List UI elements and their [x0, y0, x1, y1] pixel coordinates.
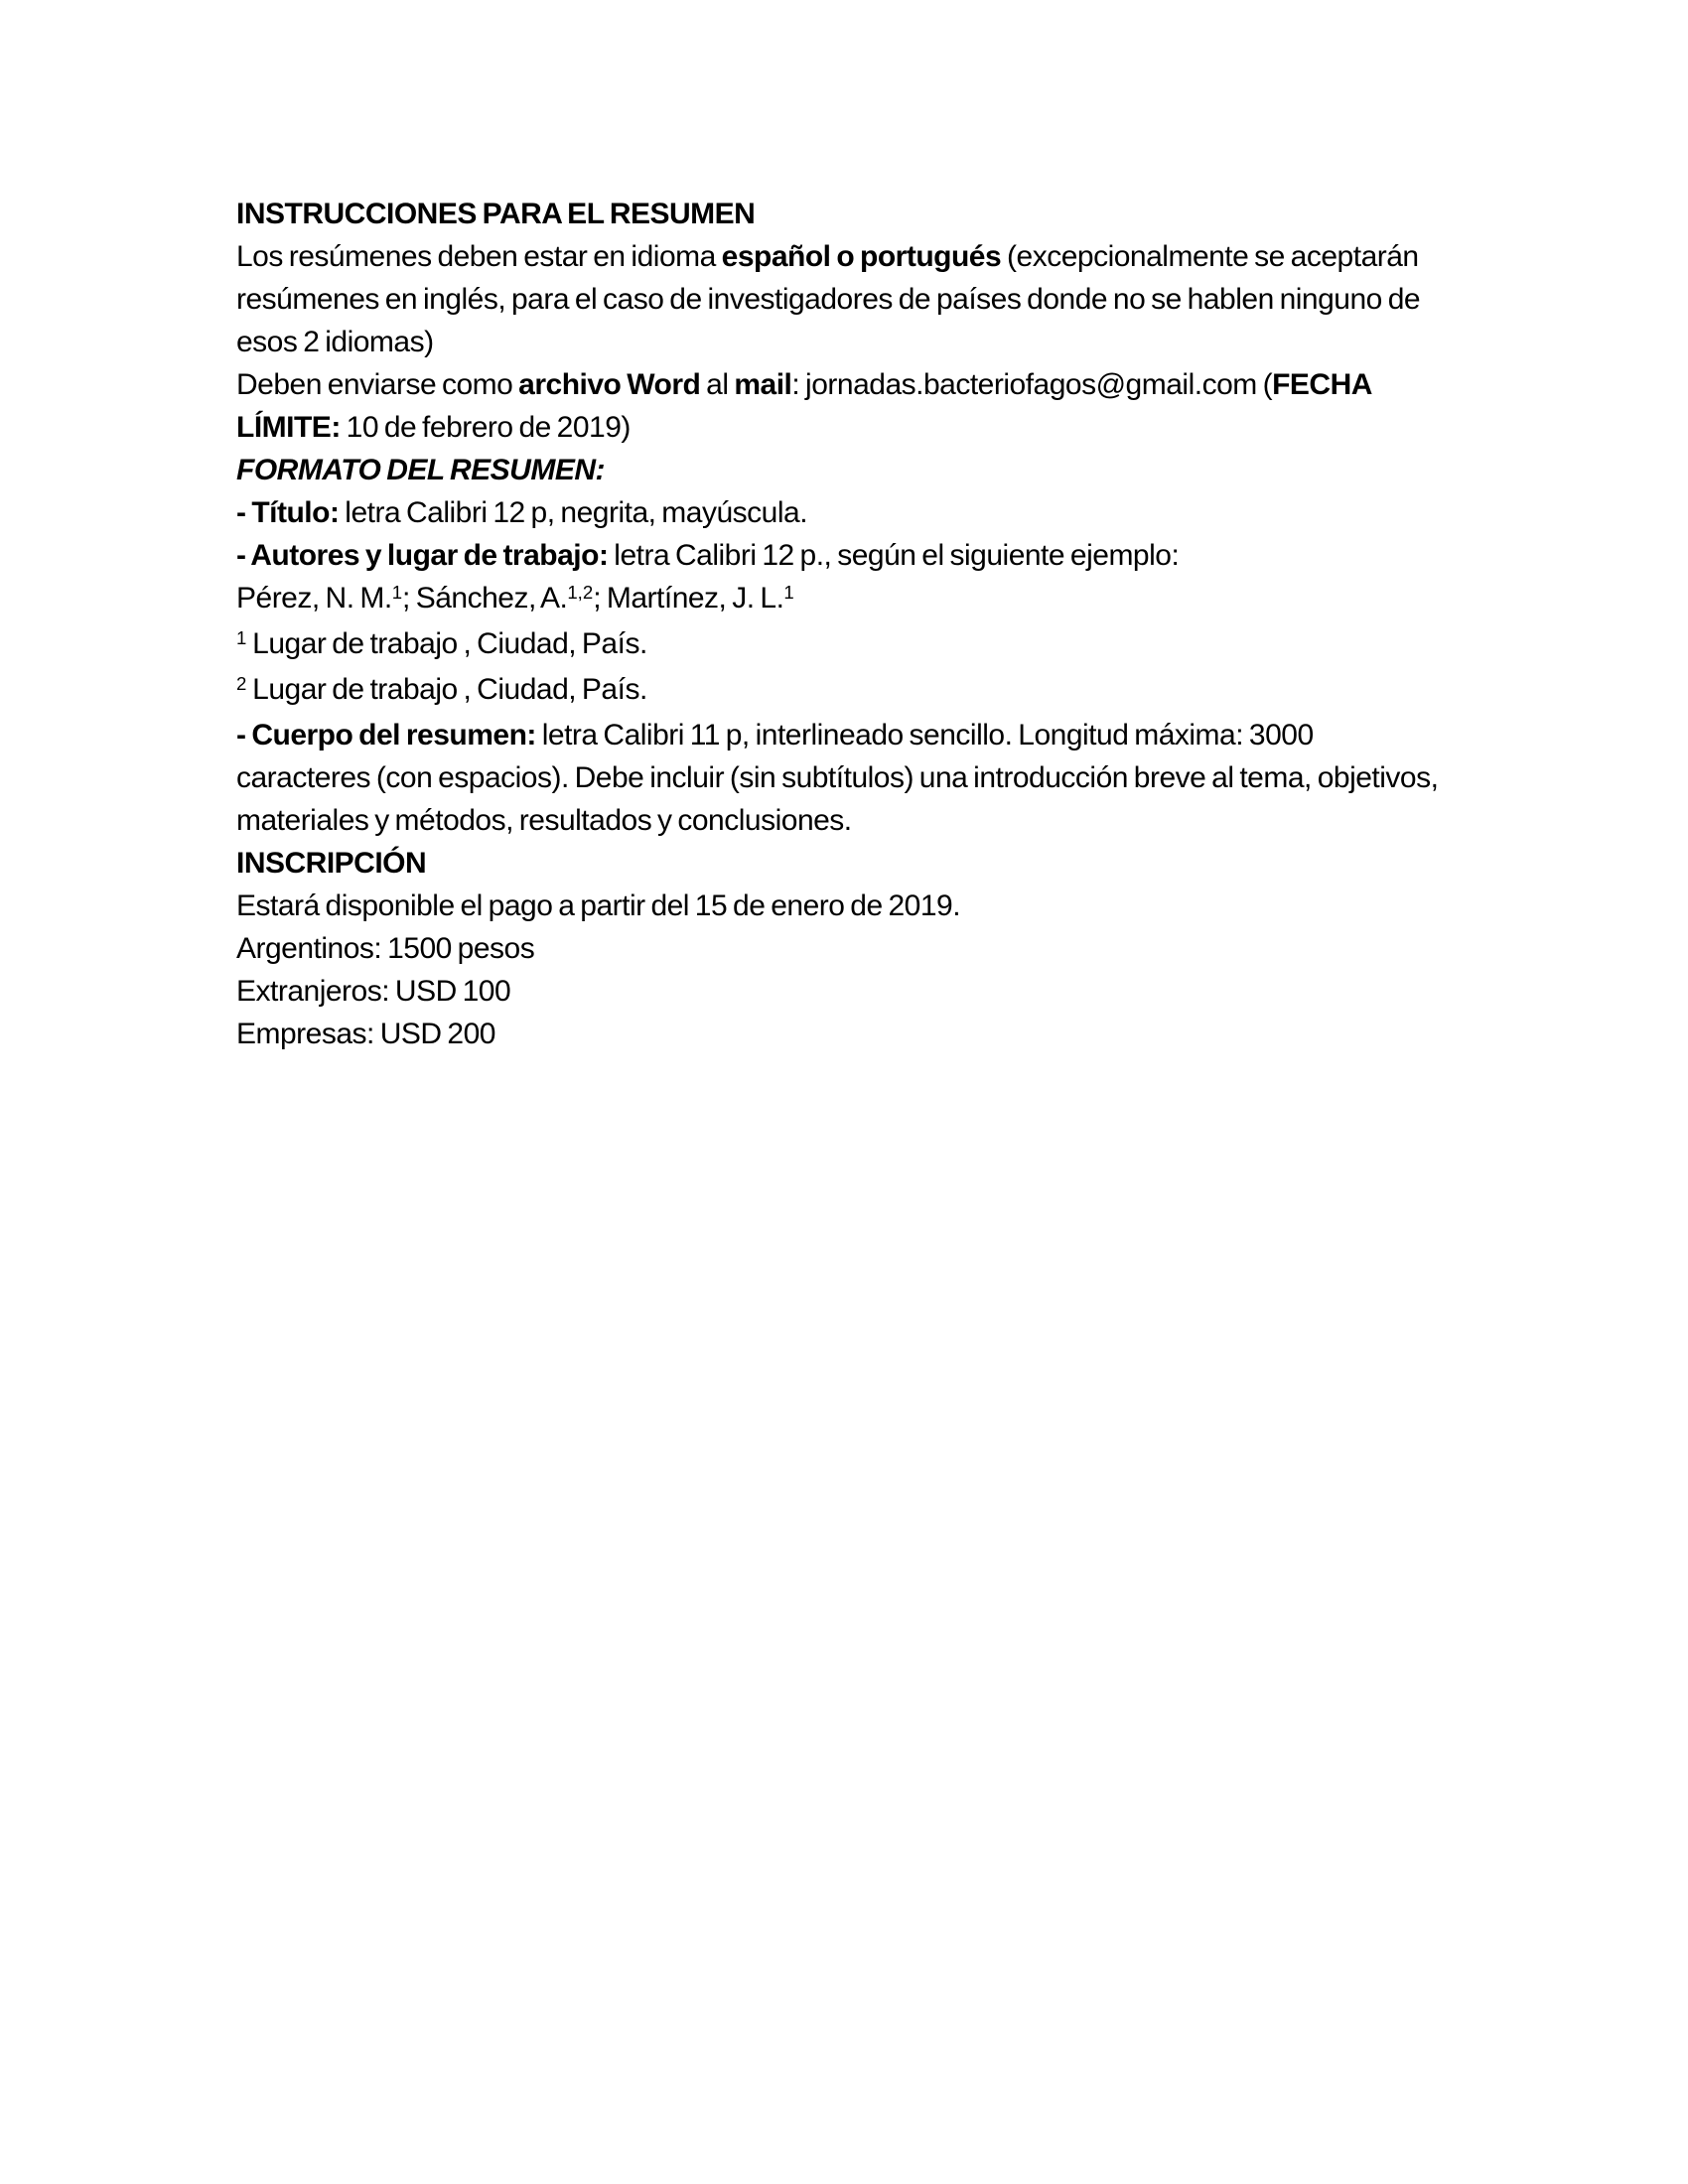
text-run: Empresas: USD 200 — [236, 1018, 495, 1050]
text-run: Pérez, N. M. — [236, 582, 392, 614]
para-envio — [236, 363, 1453, 449]
text-run: al — [700, 368, 735, 401]
document-content — [236, 193, 1453, 1055]
heading-formato — [236, 449, 1453, 491]
para-cuerpo — [236, 714, 1453, 842]
text-run: INSCRIPCIÓN — [236, 847, 427, 880]
text-run: Lugar de trabajo , Ciudad, País. — [246, 627, 647, 660]
para-ejemplo-autores — [236, 577, 1453, 622]
para-empresas — [236, 1013, 1453, 1055]
superscript-run: 1,2 — [567, 581, 594, 603]
text-run: mail — [734, 368, 792, 401]
superscript-run: 2 — [236, 672, 247, 694]
text-run: Los resúmenes deben estar en idioma — [236, 240, 722, 273]
para-titulo — [236, 491, 1453, 534]
text-run: - Cuerpo del resumen: — [236, 719, 536, 751]
text-run: - Título: — [236, 496, 340, 529]
para-lugar-2 — [236, 668, 1453, 714]
text-run: Lugar de trabajo , Ciudad, País. — [246, 673, 647, 706]
para-argentinos — [236, 927, 1453, 970]
superscript-run: 1 — [236, 626, 247, 648]
text-run: Deben enviarse como — [236, 368, 519, 401]
heading-inscripcion — [236, 842, 1453, 885]
text-run: 10 de febrero de 2019) — [340, 411, 631, 444]
text-run: (excepcionalmente se aceptarán resúmenes en inglés, para el caso de investigadores de países donde no se hablen ninguno de esos 2 idiomas) — [236, 240, 1421, 358]
para-pago — [236, 885, 1453, 927]
text-run: Extranjeros: USD 100 — [236, 975, 511, 1008]
text-run: Argentinos: 1500 pesos — [236, 932, 535, 965]
heading-instrucciones — [236, 193, 1453, 235]
text-run: ; Martínez, J. L. — [593, 582, 784, 614]
text-run: español o portugués — [721, 240, 1002, 273]
text-run: letra Calibri 12 p., según el siguiente ejemplo: — [608, 539, 1180, 572]
text-run: letra Calibri 12 p, negrita, mayúscula. — [339, 496, 808, 529]
para-autores — [236, 534, 1453, 577]
text-run: FECHA LÍMITE: — [236, 368, 1371, 444]
text-run: letra Calibri 11 p, interlineado sencillo. Longitud máxima: 3000 caracteres (con espacios). Debe incluir (sin subtítulos) una introducción breve al tema, objetivos, materiales y métodos, resultados y conclusiones. — [236, 719, 1439, 837]
text-run: - Autores y lugar de trabajo: — [236, 539, 609, 572]
superscript-run: 1 — [391, 581, 403, 603]
text-run: FORMATO DEL RESUMEN: — [236, 454, 606, 486]
para-extranjeros — [236, 970, 1453, 1013]
para-idioma — [236, 235, 1453, 363]
text-run: ; Sánchez, A. — [402, 582, 568, 614]
para-lugar-1 — [236, 622, 1453, 668]
superscript-run: 1 — [783, 581, 794, 603]
text-run: Estará disponible el pago a partir del 15 de enero de 2019. — [236, 889, 961, 922]
text-run: INSTRUCCIONES PARA EL RESUMEN — [236, 198, 756, 230]
text-run: : jornadas.bacteriofagos@gmail.com ( — [791, 368, 1273, 401]
text-run: archivo Word — [518, 368, 701, 401]
